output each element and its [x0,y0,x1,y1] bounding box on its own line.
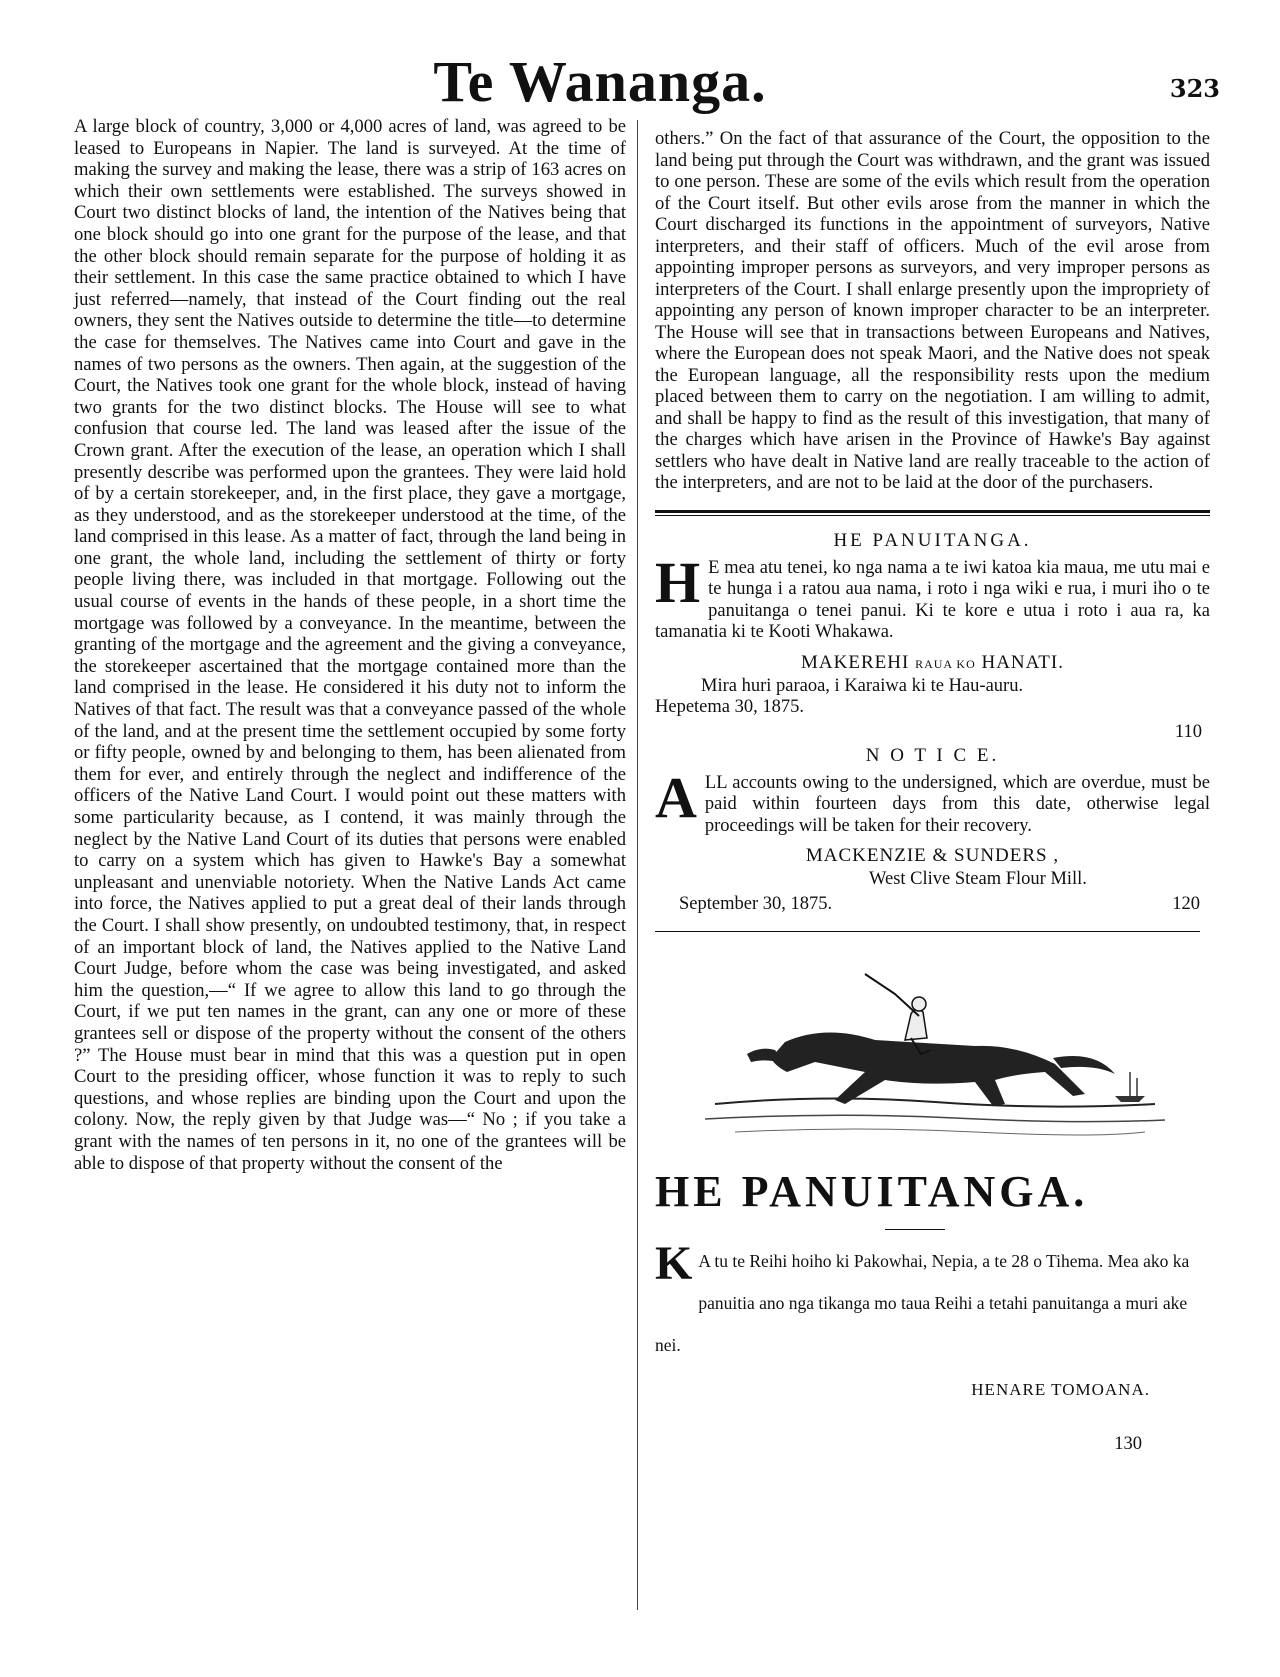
english-notice-location: West Clive Steam Flour Mill. [869,869,1087,889]
left-column [74,116,626,1616]
english-notice-signature: MACKENZIE & SUNDERS , [805,845,1060,866]
maori-notice-number: 110 [1174,721,1202,742]
signature-join: RAUA KO [915,656,976,671]
horse-rider-icon [675,954,1195,1154]
race-notice-dropcap: K [655,1237,693,1290]
short-rule [885,1229,945,1230]
english-notice-dropcap: A [655,764,697,830]
column-divider [637,120,638,1610]
english-notice-dateline [679,894,1200,915]
double-rule [655,510,1210,516]
newspaper-title: Te Wananga. [433,49,767,114]
english-notice-heading: N O T I C E. [865,744,1000,766]
maori-notice-dropcap: H [655,549,701,615]
english-notice-date: September 30, 1875. [679,894,833,914]
maori-notice-date: Hepetema 30, 1875. [655,696,804,717]
left-column-text: A large block of country, 3,000 or 4,000 acres of land, was agreed to be leased to Europeans in Napier. The land is surveyed. At the time of making the survey and making the lease, there was a strip of 163 acres on which their own settlements were established. The surveys showed in Court two distinct blocks of land, the intention of the Natives being that one block should go into one grant for the purpose of the lease, and that the other block should remain separate for the purpose of holding it as their settlement. In this case the same practice obtained to which I have just referred—namely, that instead of the Court finding out the real owners, they sent the Natives outside to determine the title—to determine the case for themselves. The Natives came into Court and gave in the names of two persons as the owners. Then again, at the suggestion of the Court, the Natives took one grant for the whole block, instead of having two grants for the two distinct blocks. The House will see to what confusion that course led. The land was leased after the issue of the Crown grant. After the execution of the lease, an operation which I shall presently describe was performed upon the grantees. They were laid hold of by a certain storekeeper, and, in the first place, they gave a mortgage, as they understood, and as the storekeeper understood at the time, of the land comprised in this lease. As a matter of fact, through the land being in one grant, the whole land, including the settlement of thirty or forty people living there, was included in that mortgage. Following out the usual course of events in the hands of these people, in a short time the mortgage was followed by a conveyance. In the meantime, between the granting of the mortgage and the agreement and the giving a conveyance, the storekeeper ascertained that the mortgage contained more than the land comprised in the lease. He considered it his duty not to inform the Natives of that fact. The result was that a conveyance passed of the whole of the land, and at the present time the settlement occupied by some forty or fifty people, owned by and belonging to them, has been alienated from them for ever, and entirely through the neglect and indifference of the officers of the Native Land Court. I would point out these matters with some particularity because, as I contend, it was mainly through the neglect by the Native Land Court of its duties that persons were enabled to carry on a system which has given to Hawke's Bay a somewhat unpleasant and unenviable notoriety. When the Native Lands Act came into force, the Natives applied to put a great deal of their lands through the Court. I shall show presently, on undoubted testimony, that, in respect of an important block of land, the Natives applied to the Native Land Court Judge, before whom the case was being investigated, and asked him the question,—“ If we agree to allow this land to go through the Court, if we put ten names in the grant, can any one or more of these grantees sell or dispose of the property without the consent of the others ?” The House must bear in mind that this was a question put in open Court to the presiding officer, whose function it was to reply to such questions, and whose replies are binding upon the Court and upon the colony. Now, the reply given by that Judge was—“ No ; if you take a grant with the names of ten persons in it, no one of the grantees will be able to dispose of that property without the consent of the [74,116,626,1174]
english-notice-body [655,764,1210,838]
maori-notice-body [655,549,1210,644]
speech-continuation: others.” On the fact of that assurance of the Court, the opposition to the land being put through the Court was withdrawn, and the grant was issued to one person. These are some of the evils which result from the operation of the Court itself. But other evils arose from the manner in which the Court discharged its functions in the appointment of surveyors, Native interpreters, and their staff of officers. Much of the evil arose from appointing improper persons as surveyors, and very improper persons as interpreters of the Court. I shall enlarge presently upon the impropriety of appointing any person of known improper character to be an interpreter. The House will see that in transactions between Europeans and Natives, where the European does not speak Maori, and the Native does not speak the European language, all the responsibility rests upon the medium placed between them to carry on the negotiation. I am willing to admit, and shall be happy to find as the result of this investigation, that many of the charges which have arisen in the Province of Hawke's Bay against settlers who have dealt in Native land are really traceable to the action of the interpreters, and are not to be laid at the door of the purchasers. [655,128,1210,493]
maori-notice-heading: HE PANUITANGA. [833,529,1032,551]
signature-name-b: HANATI. [981,651,1064,673]
race-notice-number: 130 [1114,1434,1142,1454]
horse-race-illustration [675,954,1195,1154]
english-notice-text: LL accounts owing to the undersigned, which are overdue, must be paid within fourteen days from this date, otherwise legal proceedings will be taken for their recovery. [704,772,1210,836]
page-number: 323 [1169,74,1220,103]
english-notice-number: 120 [1172,894,1200,914]
race-notice-heading: HE PANUITANGA. [655,1167,1089,1216]
single-rule [655,931,1200,932]
signature-name-a: MAKEREHI [801,651,910,673]
race-notice-signature: HENARE TOMOANA. [971,1380,1150,1399]
race-notice [655,954,1210,1455]
maori-notice-signature [655,652,1210,674]
maori-notice-location: Mira huri paraoa, i Karaiwa ki te Hau-auru. [701,675,1024,696]
maori-notice-text: E mea atu tenei, ko nga nama a te iwi katoa kia maua, me utu mai e te hunga i a ratou aua nama, i roto i nga wiki e rua, i muri iho o te panuitanga o tenei panui. Ki te kore e utua i roto i aua ra, ka tamanatia ki te Kooti Whakawa. [655,557,1210,642]
race-notice-body [655,1237,1210,1366]
race-notice-text: A tu te Reihi hoiho ki Pakowhai, Nepia, a te 28 o Tihema. Mea ako ka panuitia ano nga tikanga mo taua Reihi a tetahi panuitanga a muri ake nei. [655,1251,1190,1355]
right-column [655,128,1210,1455]
maori-notice [655,530,1210,743]
english-notice [655,745,1210,916]
